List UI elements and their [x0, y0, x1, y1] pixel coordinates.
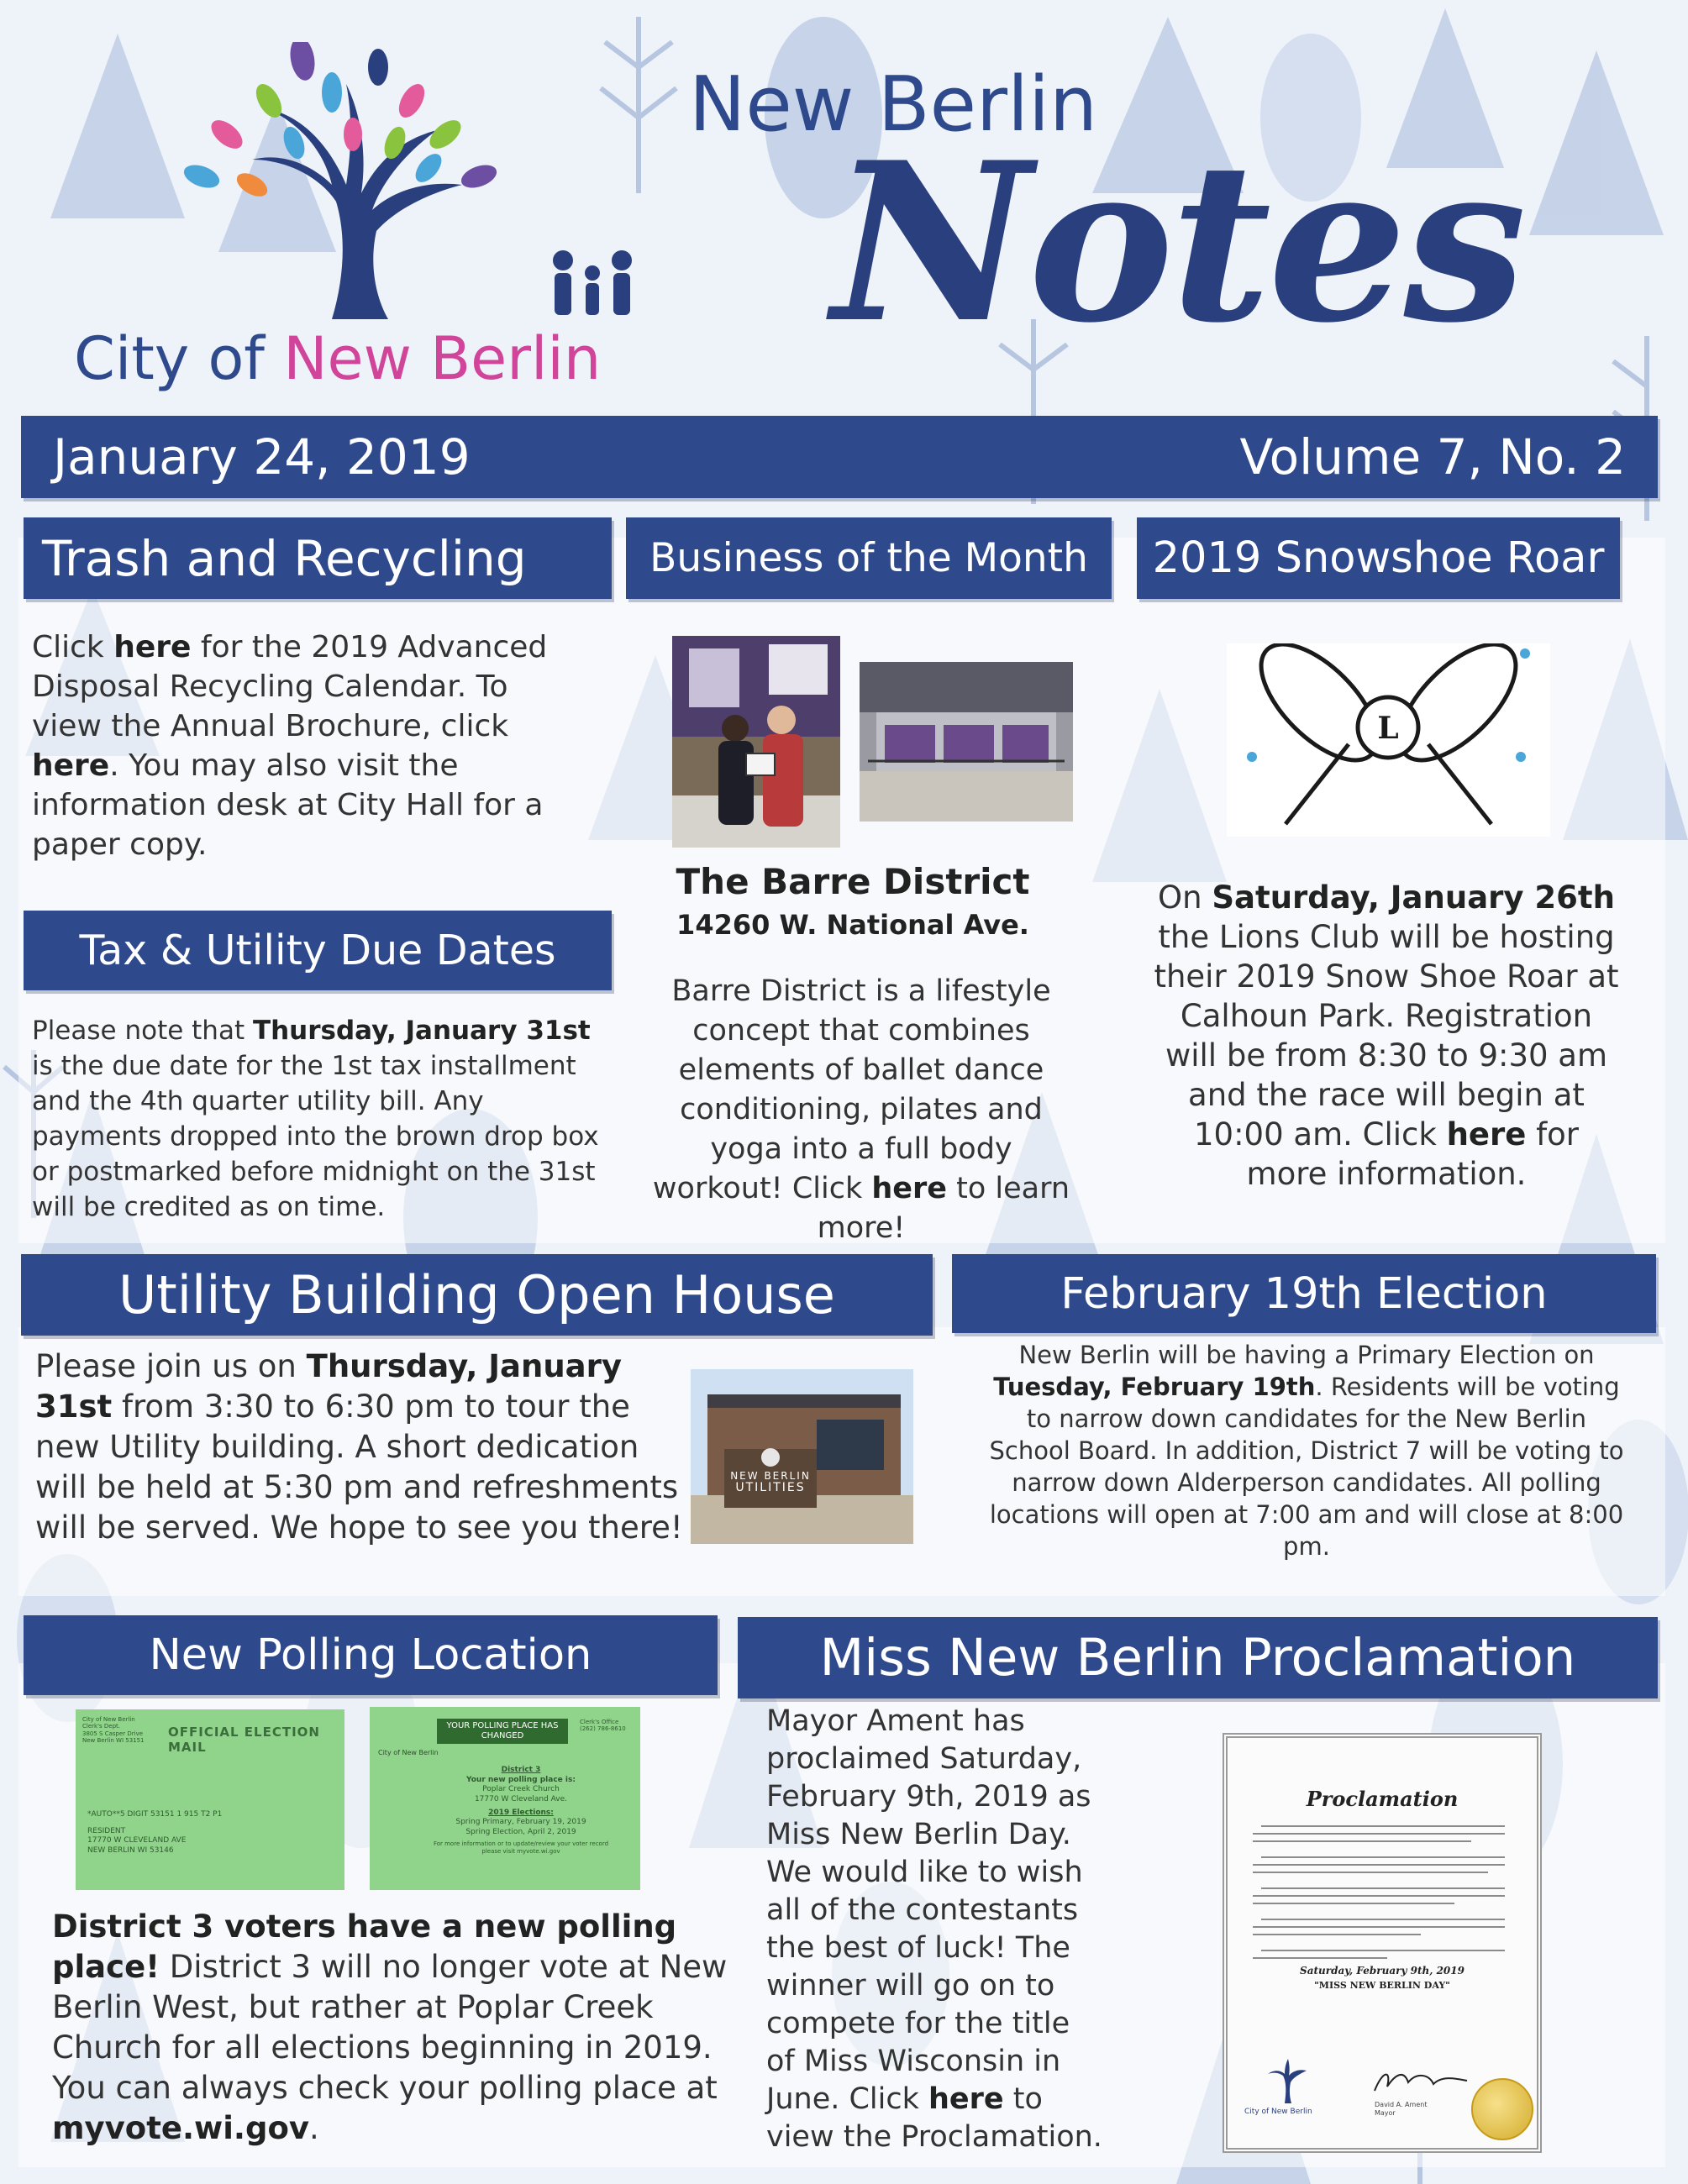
miss-text-1: Mayor Ament has proclaimed Saturday, February 9th, 2019 as Miss New Berlin Day. We would like to wish all of the contestants the best of luck! The winner will go on to compete for the title of Miss Wisconsin in June. Click: [766, 1704, 1091, 2116]
utility-heading: Utility Building Open House: [21, 1254, 933, 1336]
polling-text-2: .: [309, 2110, 319, 2146]
postcard-details: [429, 1766, 613, 1856]
snowshoe-heading: 2019 Snowshoe Roar: [1137, 517, 1620, 599]
postcard-district: District 3: [501, 1766, 541, 1774]
business-address: 14260 W. National Ave.: [676, 909, 1029, 941]
utility-text: [35, 1347, 691, 1548]
utility-text-2: from 3:30 to 6:30 pm to tour the new Utility building. A short dedication will be held at 5:30 pm and refreshments will be served. We hope to see you there!: [35, 1389, 683, 1546]
snowshoe-text-1: On: [1158, 879, 1212, 916]
studio-interior-photo: [860, 662, 1073, 822]
proclamation-document: [1223, 1733, 1542, 2153]
postcard-elections: Spring Primary, February 19, 2019 Spring Election, April 2, 2019: [455, 1818, 586, 1837]
polling-text-1: District 3 will no longer vote at New Berlin West, but rather at Poplar Creek Church for all elections beginning in 2019. You can always check your polling place at: [52, 1949, 728, 2106]
city-wordmark: [74, 324, 602, 393]
snowshoe-link[interactable]: here: [1446, 1116, 1527, 1152]
business-text-1: Barre District is a lifestyle concept that combines elements of ballet dance conditioning, pilates and yoga into a full body workout! Click: [652, 974, 1051, 1205]
city-name: New Berlin: [283, 324, 602, 393]
mayor-signature: [1370, 2066, 1471, 2099]
election-date: Tuesday, February 19th: [993, 1373, 1316, 1401]
proclamation-day: "MISS NEW BERLIN DAY": [1314, 1980, 1450, 1991]
snowshoe-date: Saturday, January 26th: [1212, 879, 1615, 916]
snowshoe-text: [1151, 878, 1622, 1194]
election-text-2: . Residents will be voting to narrow down candidates for the New Berlin School Board. In addition, District 7 will be voting to narrow down Alderperson candidates. All polling locations will open at 7:00 am and will close at 8:00 pm.: [989, 1373, 1624, 1561]
tax-text-2: is the due date for the 1st tax installment and the 4th quarter utility bill. Any payments dropped into the brown drop box or postmarked before midnight on the 31st will be credited as on time.: [32, 1051, 599, 1222]
utility-building-photo: [691, 1369, 913, 1544]
business-name: The Barre District: [676, 861, 1030, 902]
utility-building-illustration: [691, 1369, 913, 1544]
trash-text-2: for the 2019 Advanced Disposal Recycling Calendar. To view the Annual Brochure, click: [32, 630, 548, 743]
business-heading: Business of the Month: [626, 517, 1112, 599]
gold-seal-icon: [1471, 2078, 1533, 2140]
postcard-new-place: Your new polling place is:: [466, 1775, 576, 1784]
snowshoe-text-3: for more information.: [1246, 1116, 1579, 1192]
city-tree-logo: [126, 42, 672, 328]
proclamation-date: Saturday, February 9th, 2019: [1300, 1965, 1465, 1977]
svg-text:L: L: [1377, 711, 1399, 746]
postcard-brand: City of New Berlin: [378, 1749, 439, 1756]
polling-postcard-back: [370, 1707, 640, 1890]
election-text-1: New Berlin will be having a Primary Election on: [1018, 1341, 1595, 1369]
issue-date: January 24, 2019: [53, 428, 471, 486]
trash-heading: Trash and Recycling: [24, 517, 612, 599]
business-link[interactable]: here: [871, 1172, 948, 1205]
polling-heading: New Polling Location: [24, 1615, 718, 1695]
miss-heading: Miss New Berlin Proclamation: [738, 1617, 1658, 1698]
polling-postcard-front: [76, 1709, 344, 1890]
postcard-more-info: For more information or to update/review your voter record please visit myvote.wi.gov: [433, 1840, 609, 1855]
election-heading: February 19th Election: [952, 1254, 1656, 1333]
polling-changed-banner: YOUR POLLING PLACE HAS CHANGED: [437, 1719, 568, 1744]
proclamation-brand: City of New Berlin: [1244, 2108, 1312, 2116]
dateline-bar: [21, 416, 1658, 498]
clerk-office: Clerk's Office (262) 786-8610: [580, 1719, 626, 1732]
city-prefix: City of: [74, 324, 265, 393]
polling-text: [52, 1907, 733, 2149]
proclamation-title: Proclamation: [1306, 1787, 1459, 1811]
postcard-return-address: City of New Berlin Clerk's Dept. 3805 S Casper Drive New Berlin WI 53151: [82, 1716, 145, 1745]
issue-volume: Volume 7, No. 2: [1239, 428, 1626, 486]
official-election-mail: OFFICIAL ELECTION MAIL: [168, 1725, 320, 1755]
proclamation-signer: David A. Ament Mayor: [1375, 2101, 1428, 2117]
polling-announcement: District 3 voters have a new polling place!: [52, 1908, 677, 1985]
postcard-barcode: *AUTO**5 DIGIT 53151 1 915 T2 P1: [87, 1810, 223, 1819]
postcard-addressee: RESIDENT 17770 W CLEVELAND AVE NEW BERLIN WI 53146: [87, 1827, 187, 1855]
calendar-link[interactable]: here: [113, 630, 192, 664]
trash-text-3: . You may also visit the information desk at City Hall for a paper copy.: [32, 748, 544, 862]
miss-text-2: to view the Proclamation.: [766, 2082, 1102, 2154]
sign-line-2: UTILITIES: [735, 1481, 806, 1495]
business-owners-photo: [672, 636, 840, 848]
family-icon: [553, 250, 632, 315]
trash-text: [32, 627, 586, 864]
utility-sign: [724, 1471, 817, 1495]
proclamation-tree-icon: [1261, 2057, 1312, 2108]
election-text: [987, 1339, 1626, 1562]
myvote-link[interactable]: myvote.wi.gov: [52, 2110, 309, 2146]
trash-text-1: Click: [32, 630, 114, 664]
business-text-2: to learn more!: [817, 1172, 1070, 1245]
newsletter-title: Notes: [832, 115, 1523, 371]
utility-date: Thursday, January 31st: [35, 1348, 623, 1425]
business-text: [647, 972, 1075, 1248]
tax-text-1: Please note that: [32, 1016, 253, 1046]
newsletter-subtitle: New Berlin: [689, 60, 1098, 149]
postcard-church: Poplar Creek Church 17770 W Cleveland Ave.: [474, 1785, 568, 1804]
tax-due-date: Thursday, January 31st: [252, 1016, 591, 1046]
miss-text: [766, 1703, 1102, 2156]
tax-text: [32, 1013, 612, 1225]
lions-snowshoe-logo: [1227, 643, 1550, 837]
proclamation-link[interactable]: here: [928, 2082, 1004, 2116]
utility-text-1: Please join us on: [35, 1348, 307, 1384]
sign-line-1: NEW BERLIN: [730, 1470, 811, 1482]
snowshoe-text-2: the Lions Club will be hosting their 2019 Snow Shoe Roar at Calhoun Park. Registration will be from 8:30 to 9:30 am and the race will begin at 10:00 am. Click: [1154, 919, 1619, 1152]
postcard-elections-title: 2019 Elections:: [488, 1808, 554, 1817]
tax-heading: Tax & Utility Due Dates: [24, 911, 612, 990]
brochure-link[interactable]: here: [32, 748, 110, 783]
